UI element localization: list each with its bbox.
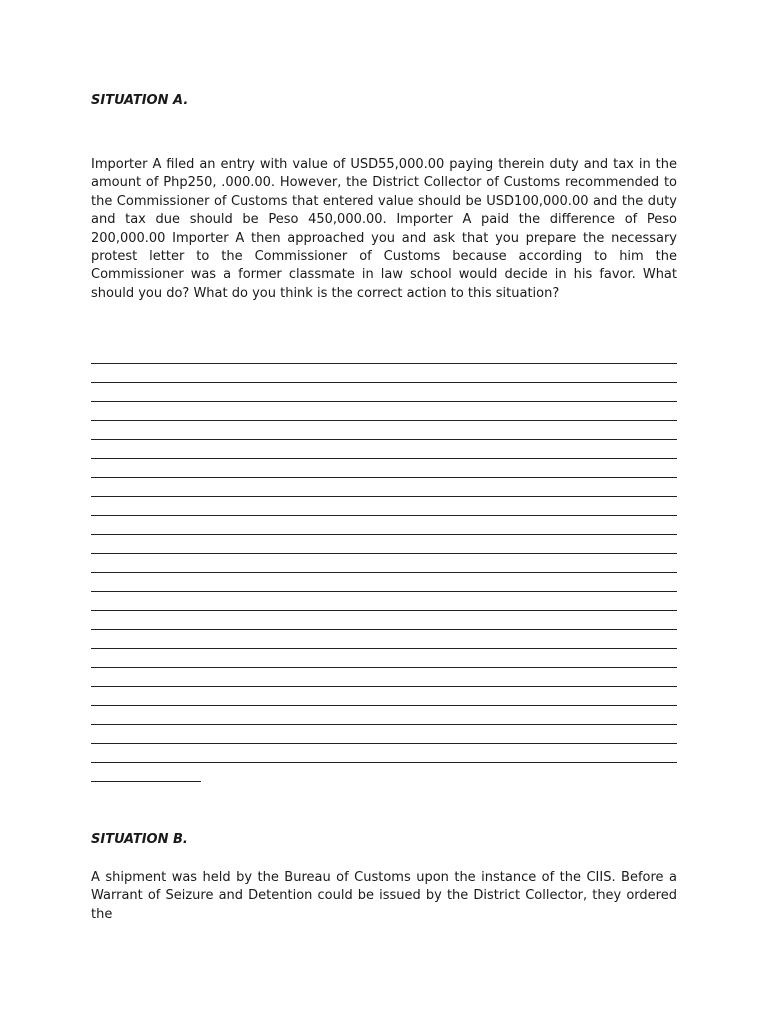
answer-line[interactable]	[91, 401, 677, 402]
situation-a-heading: SITUATION A.	[91, 93, 189, 108]
answer-line[interactable]	[91, 572, 677, 573]
answer-line[interactable]	[91, 515, 677, 516]
answer-line[interactable]	[91, 477, 677, 478]
answer-line[interactable]	[91, 629, 677, 630]
answer-line[interactable]	[91, 553, 677, 554]
answer-line[interactable]	[91, 743, 677, 744]
situation-a-paragraph: Importer A filed an entry with value of USD55,000.00 paying therein duty and tax in the amount of Php250, .000.00. However, the District Collector of Customs recommended to the Commissioner of Customs that entered value should be USD100,000.00 and the duty and tax due should be Peso 450,000.00. Importer A paid the difference of Peso 200,000.00 Importer A then approached you and ask that you prepare the necessary protest letter to the Commissioner of Customs because according to him the Commissioner was a former classmate in law school would decide in his favor. What should you do? What do you think is the correct action to this situation?	[91, 157, 677, 301]
answer-line-short[interactable]	[91, 781, 201, 782]
answer-line[interactable]	[91, 705, 677, 706]
answer-line[interactable]	[91, 648, 677, 649]
answer-line[interactable]	[91, 610, 677, 611]
situation-b-paragraph: A shipment was held by the Bureau of Customs upon the instance of the CIIS. Before a Warrant of Seizure and Detention could be issued by the District Collector, they ordered the	[91, 870, 677, 922]
answer-line[interactable]	[91, 667, 677, 668]
answer-line[interactable]	[91, 458, 677, 459]
answer-line[interactable]	[91, 363, 677, 364]
answer-line[interactable]	[91, 686, 677, 687]
answer-lines	[91, 363, 677, 800]
answer-line[interactable]	[91, 439, 677, 440]
answer-line[interactable]	[91, 382, 677, 383]
answer-line[interactable]	[91, 420, 677, 421]
answer-line[interactable]	[91, 762, 677, 763]
answer-line[interactable]	[91, 591, 677, 592]
answer-line[interactable]	[91, 724, 677, 725]
document-page	[91, 0, 677, 1024]
answer-line[interactable]	[91, 496, 677, 497]
situation-b-heading: SITUATION B.	[91, 832, 188, 847]
answer-line[interactable]	[91, 534, 677, 535]
